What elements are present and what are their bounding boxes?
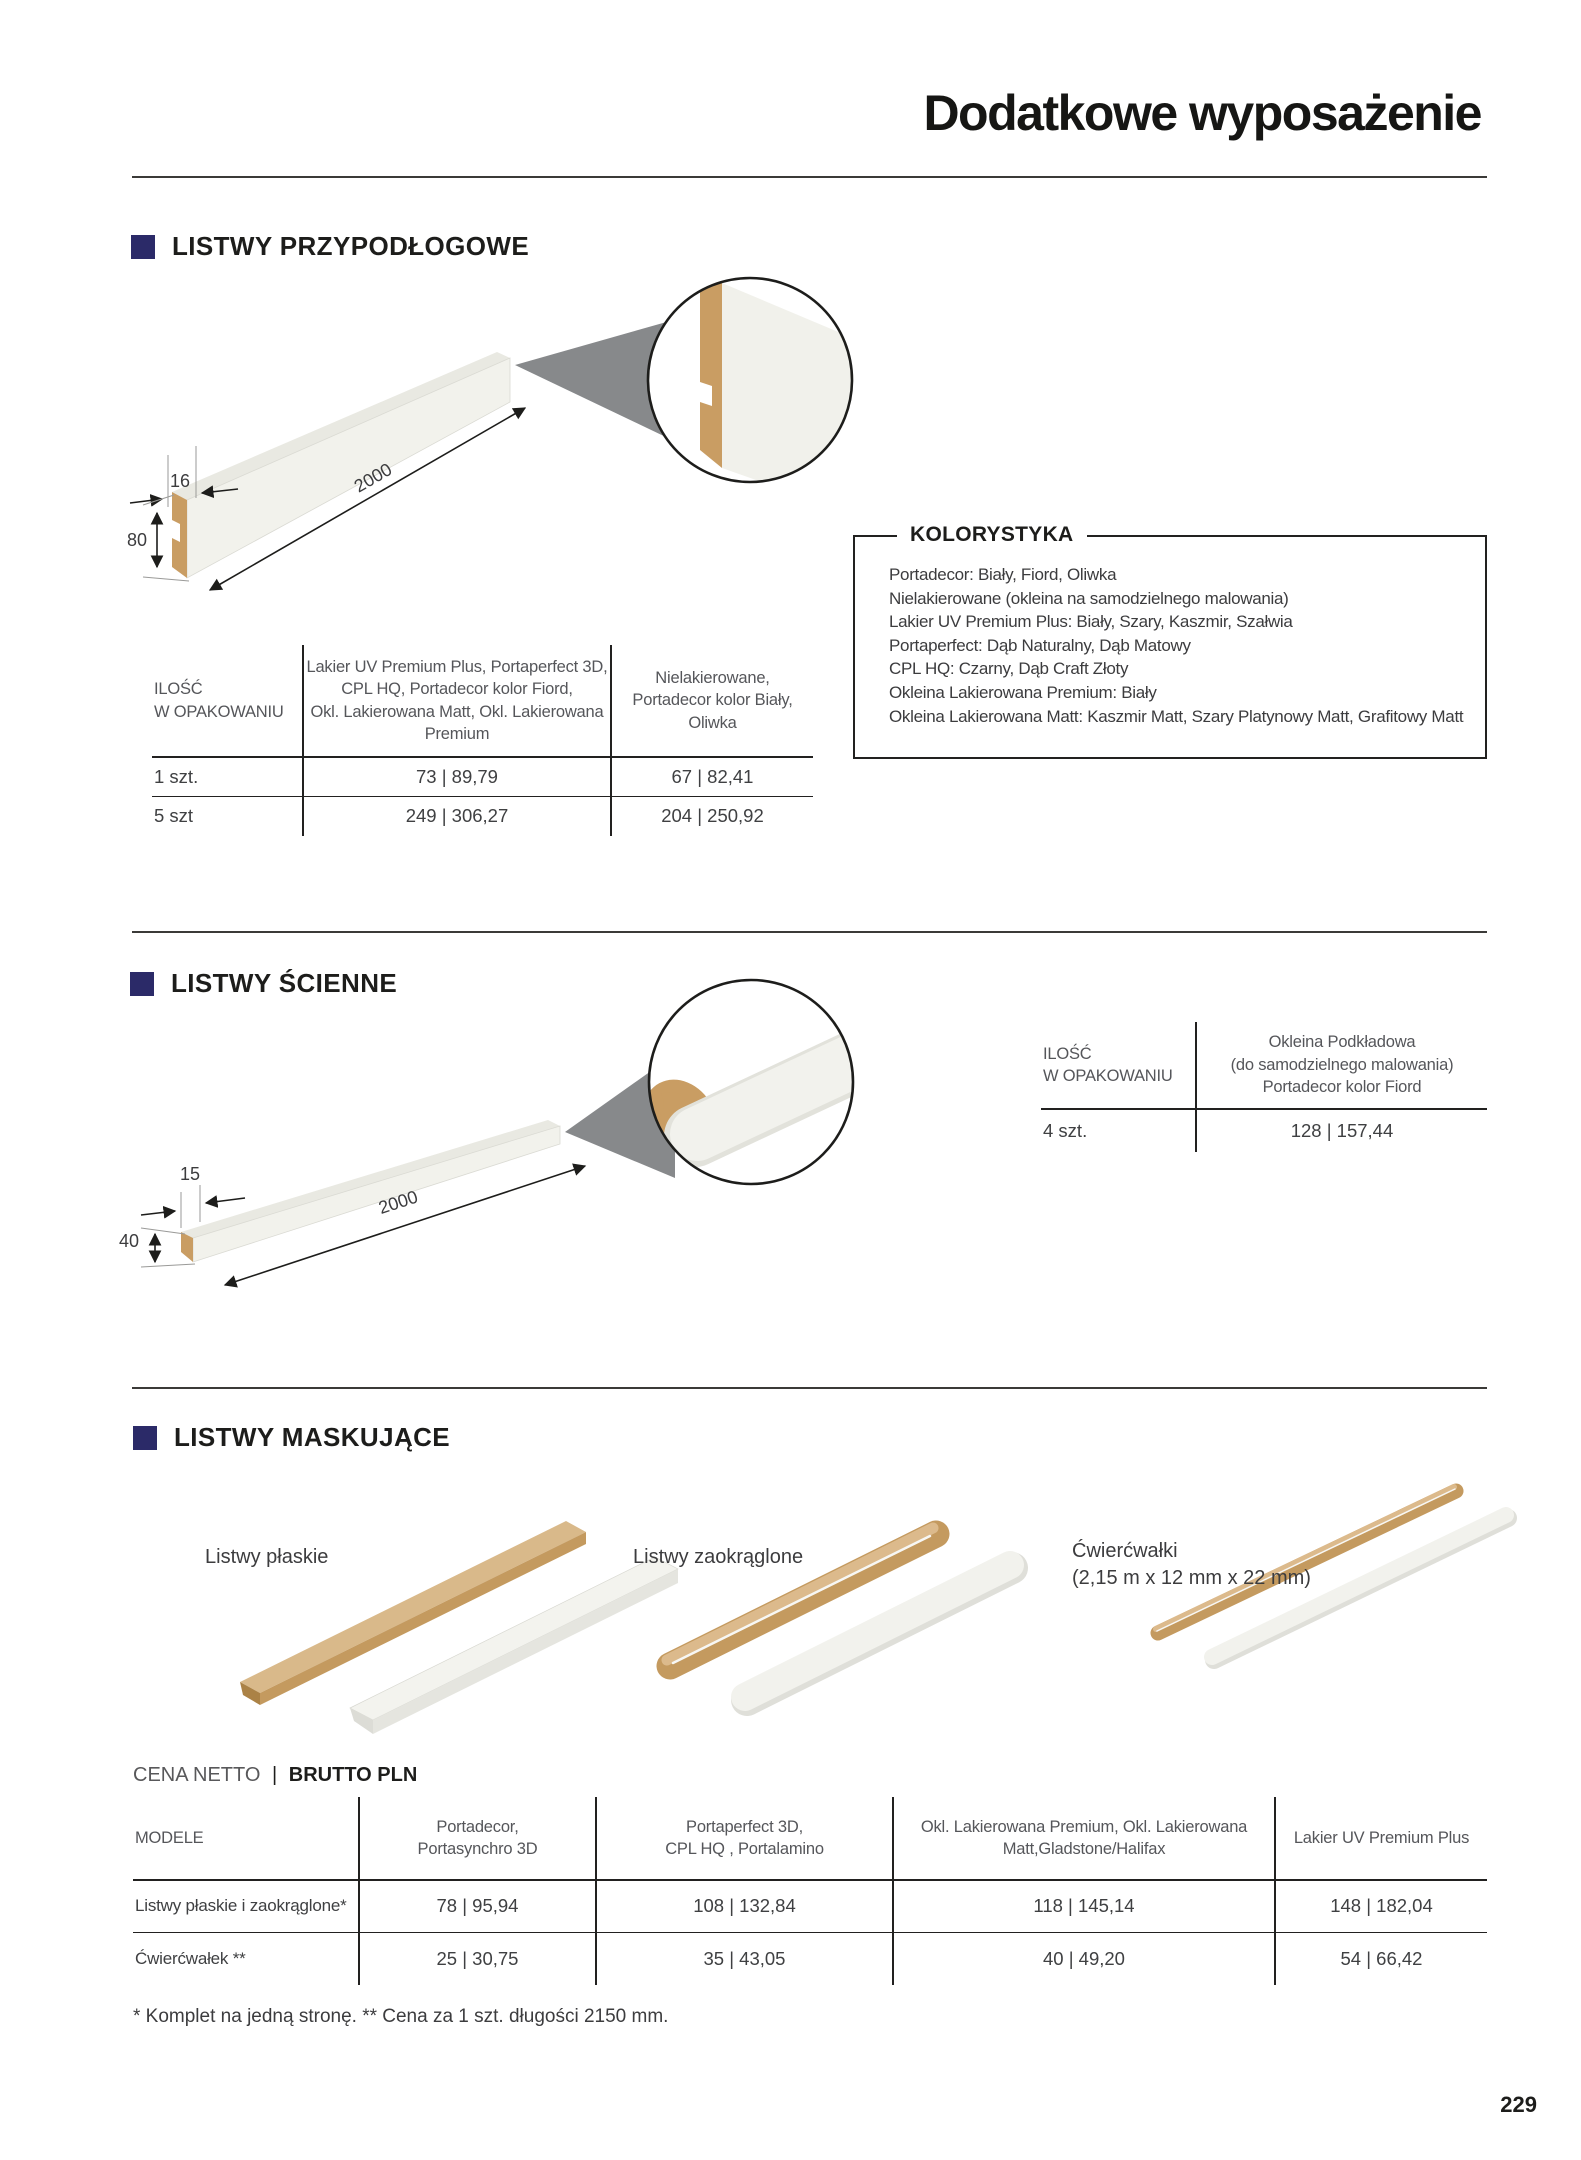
- footnote: * Komplet na jedną stronę. ** Cena za 1 szt. długości 2150 mm.: [133, 2006, 669, 2027]
- section-bullet-icon: [131, 235, 155, 259]
- dim-height-label: 40: [118, 1231, 140, 1251]
- section-bullet-icon: [133, 1426, 157, 1450]
- price-cell: 204 | 250,92: [610, 797, 813, 836]
- page-title: Dodatkowe wyposażenie: [923, 85, 1481, 141]
- wall-strip-3d: [181, 1120, 560, 1262]
- price-caption-divider: |: [272, 1764, 278, 1786]
- qty-cell: 4 szt.: [1043, 1119, 1088, 1141]
- price-cell: 118 | 145,14: [892, 1881, 1274, 1933]
- price-cell: 108 | 132,84: [595, 1881, 892, 1933]
- qty-column-header: [1041, 1022, 1195, 1110]
- header-line: Okleina Podkładowa: [1268, 1033, 1416, 1052]
- price-cell: 73 | 89,79: [302, 758, 610, 797]
- dim-height-label: 80: [126, 530, 148, 550]
- wall-strip-diagram: [95, 970, 875, 1305]
- header-line: Portadecor kolor Fiord: [1262, 1078, 1422, 1097]
- price-cell: 35 | 43,05: [595, 1933, 892, 1985]
- price-cell: 148 | 182,04: [1274, 1881, 1487, 1933]
- kolorystyka-line: Lakier UV Premium Plus: Biały, Szary, Kaszmir, Szałwia: [889, 612, 1293, 632]
- flat-strips-label: Listwy płaskie: [205, 1546, 329, 1568]
- header-divider: [132, 176, 1487, 178]
- price-cell: 67 | 82,41: [610, 758, 813, 797]
- price-caption-brutto: BRUTTO PLN: [288, 1764, 418, 1786]
- kolorystyka-line: Okleina Lakierowana Matt: Kaszmir Matt, Szary Platynowy Matt, Grafitowy Matt: [889, 706, 1464, 726]
- quarter-round-size-label: (2,15 m x 12 mm x 22 mm): [1072, 1567, 1311, 1589]
- finish-column-header: [358, 1797, 595, 1881]
- section-skirting-heading: [131, 231, 529, 262]
- section-divider: [132, 1387, 1487, 1389]
- header-line: Portasynchro 3D: [417, 1840, 538, 1858]
- header-line: Matt,Gladstone/Halifax: [1002, 1840, 1166, 1858]
- price-cell: 128 | 157,44: [1195, 1110, 1487, 1152]
- header-line: Portadecor kolor Biały,: [632, 691, 793, 710]
- section-heading-label: LISTWY ŚCIENNE: [171, 968, 398, 998]
- dim-width-label: 16: [169, 471, 191, 491]
- kolorystyka-heading: KOLORYSTYKA: [897, 523, 1087, 547]
- qty-cell: 1 szt.: [152, 758, 302, 797]
- section-heading-label: LISTWY PRZYPODŁOGOWE: [172, 231, 530, 261]
- kolorystyka-line: Okleina Lakierowana Premium: Biały: [889, 682, 1157, 702]
- header-line: CPL HQ, Portadecor kolor Fiord,: [341, 680, 573, 698]
- header-line: CPL HQ , Portalamino: [665, 1840, 824, 1858]
- kolorystyka-line: CPL HQ: Czarny, Dąb Craft Złoty: [889, 659, 1129, 679]
- masking-strips-illustration: [130, 1470, 1530, 1790]
- header-line: Okl. Lakierowana Premium, Okl. Lakierowana: [920, 1817, 1248, 1836]
- kolorystyka-line: Portaperfect: Dąb Naturalny, Dąb Matowy: [889, 635, 1191, 655]
- dim-length-label: 2000: [376, 1186, 421, 1218]
- rounded-strips-label: Listwy zaokrąglone: [633, 1546, 804, 1568]
- dim-length-label: 2000: [350, 459, 396, 497]
- finish-column-header: [595, 1797, 892, 1881]
- header-line: Portaperfect 3D,: [686, 1817, 803, 1836]
- section-masking-heading: [133, 1422, 450, 1453]
- skirting-board-3d: [169, 352, 510, 578]
- dim-width-label: 15: [179, 1164, 201, 1184]
- section-heading-label: LISTWY MASKUJĄCE: [174, 1422, 451, 1452]
- finish-column-header: [1274, 1797, 1487, 1881]
- header-line: Okl. Lakierowana Matt, Okl. Lakierowana: [310, 702, 604, 721]
- header-line: Nielakierowane,: [655, 668, 770, 687]
- price-caption-netto: CENA NETTO: [133, 1764, 261, 1786]
- header-line: (do samodzielnego malowania): [1230, 1055, 1454, 1074]
- qty-cell: 5 szt: [154, 805, 194, 827]
- header-line: Lakier UV Premium Plus, Portaperfect 3D,: [306, 657, 608, 676]
- model-cell: Ćwierćwałek **: [135, 1948, 246, 1968]
- header-line: Portadecor,: [436, 1817, 519, 1836]
- page-number: 229: [1500, 2092, 1537, 2117]
- price-cell: 54 | 66,42: [1274, 1933, 1487, 1985]
- price-caption: [133, 1764, 417, 1787]
- header-line: ILOŚĆ: [1043, 1044, 1092, 1063]
- wall-price-table: [1041, 1022, 1487, 1152]
- header-line: W OPAKOWANIU: [1043, 1067, 1173, 1085]
- price-cell: 249 | 306,27: [302, 797, 610, 836]
- header-line: Lakier UV Premium Plus: [1293, 1828, 1470, 1847]
- kolorystyka-list: [855, 537, 1485, 728]
- header-line: W OPAKOWANIU: [154, 702, 284, 721]
- quarter-round-label: Ćwierćwałki: [1072, 1540, 1178, 1562]
- models-column-header: MODELE: [133, 1797, 358, 1881]
- finish-column-header: [610, 645, 813, 758]
- masking-price-table: [133, 1797, 1487, 1985]
- header-line: ILOŚĆ: [154, 680, 203, 698]
- qty-column-header: [152, 645, 302, 758]
- header-line: Premium: [424, 725, 490, 743]
- header-line: Oliwka: [688, 713, 737, 732]
- kolorystyka-line: Portadecor: Biały, Fiord, Oliwka: [889, 565, 1117, 584]
- finish-column-header: [302, 645, 610, 758]
- price-cell: 25 | 30,75: [358, 1933, 595, 1985]
- kolorystyka-box: [853, 523, 1487, 759]
- finish-column-header: [1195, 1022, 1487, 1110]
- price-cell: 78 | 95,94: [358, 1881, 595, 1933]
- price-cell: 40 | 49,20: [892, 1933, 1274, 1985]
- skirting-price-table: [152, 645, 813, 836]
- kolorystyka-line: Nielakierowane (okleina na samodzielnego malowania): [889, 588, 1289, 608]
- finish-column-header: [892, 1797, 1274, 1881]
- skirting-board-diagram: [110, 265, 870, 600]
- section-divider: [132, 931, 1487, 933]
- model-cell: Listwy płaskie i zaokrąglone*: [133, 1881, 358, 1933]
